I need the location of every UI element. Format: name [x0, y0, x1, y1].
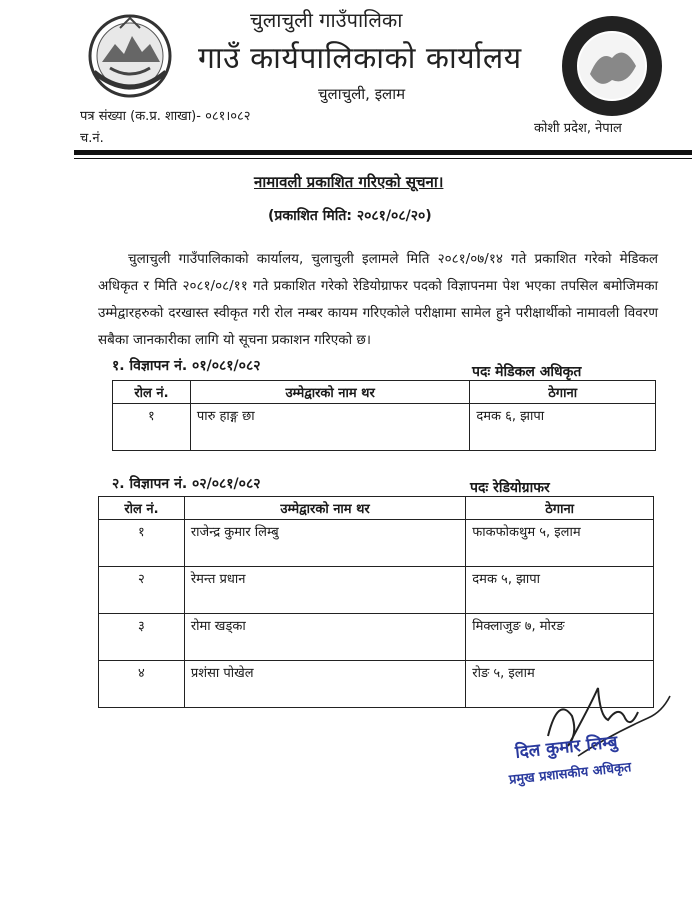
section-2-post: पदः रेडियोग्राफर [470, 480, 550, 496]
col-address: ठेगाना [470, 381, 656, 404]
table-row [99, 614, 654, 661]
roll-number: १ [113, 404, 191, 451]
signatory-title: प्रमुख प्रशासकीय अधिकृत [508, 760, 633, 788]
notice-body: चुलाचुली गाउँपालिकाको कार्यालय, चुलाचुली इलामले मिति २०८१/०७/१४ गते प्रकाशित गरेको मेडिकल अधिकृत र मिति २०८१/०८/११ गते प्रकाशित गरेको रेडियोग्राफर पदको विज्ञापनमा पेश भएका तपसिल बमोजिमका उम्मेद्वारहरुको दरखास्त स्वीकृत गरी रोल नम्बर कायम गरिएकोले परीक्षामा सामेल हुने परीक्षार्थीको नामावली विवरण सबैका जानकारीका लागि यो सूचना प्रकाशन गरिएको छ। [98, 251, 658, 348]
notice-title: नामावली प्रकाशित गरिएको सूचना। [254, 173, 444, 191]
candidate-address: रोङ ५, इलाम [466, 661, 654, 708]
candidate-name: पारु हाङ्ग छा [190, 404, 469, 451]
published-date: (प्रकाशित मिति: २०८१/०८/२०) [268, 208, 432, 224]
table-row [99, 567, 654, 614]
candidate-name: रेमन्त प्रधान [184, 567, 465, 614]
section-1-heading: १. विज्ञापन नं. ०१/०८१/०८२ [112, 358, 261, 374]
col-name: उम्मेद्वारको नाम थर [184, 497, 465, 520]
roll-number: २ [99, 567, 185, 614]
municipality-seal-icon [560, 14, 664, 118]
col-name: उम्मेद्वारको नाम थर [190, 381, 469, 404]
candidate-name: राजेन्द्र कुमार लिम्बु [184, 520, 465, 567]
dispatch-number: च.नं. [80, 131, 104, 146]
candidate-name: प्रशंसा पोखेल [184, 661, 465, 708]
candidate-address: मिक्लाजुङ ७, मोरङ [466, 614, 654, 661]
section-1-post: पदः मेडिकल अधिकृत [472, 364, 582, 380]
roll-number: ४ [99, 661, 185, 708]
section-2-heading: २. विज्ञापन नं. ०२/०८१/०८२ [112, 476, 261, 492]
province-label: कोशी प्रदेश, नेपाल [534, 121, 622, 136]
col-roll: रोल नं. [113, 381, 191, 404]
nepal-emblem-icon [80, 6, 180, 102]
roll-number: ३ [99, 614, 185, 661]
col-address: ठेगाना [466, 497, 654, 520]
office-address: चुलाचुली, इलाम [318, 85, 406, 103]
candidate-address: फाकफोकथुम ५, इलाम [466, 520, 654, 567]
signatory-name: दिल कुमार लिम्बु [514, 732, 619, 763]
col-roll: रोल नं. [99, 497, 185, 520]
letter-number: पत्र संख्या (क.प्र. शाखा)- ०८१।०८२ [80, 109, 251, 124]
municipality-name: चुलाचुली गाउँपालिका [250, 8, 403, 32]
roll-number: १ [99, 520, 185, 567]
header-rule [74, 150, 692, 155]
section-1-table [112, 380, 656, 451]
table-header-row [113, 381, 656, 404]
candidate-address: दमक ५, झापा [466, 567, 654, 614]
table-row [113, 404, 656, 451]
table-row [99, 520, 654, 567]
table-header-row [99, 497, 654, 520]
candidate-name: रोमा खड्का [184, 614, 465, 661]
candidate-address: दमक ६, झापा [470, 404, 656, 451]
header-rule-thin [74, 158, 692, 159]
office-name: गाउँ कार्यपालिकाको कार्यालय [198, 41, 522, 76]
